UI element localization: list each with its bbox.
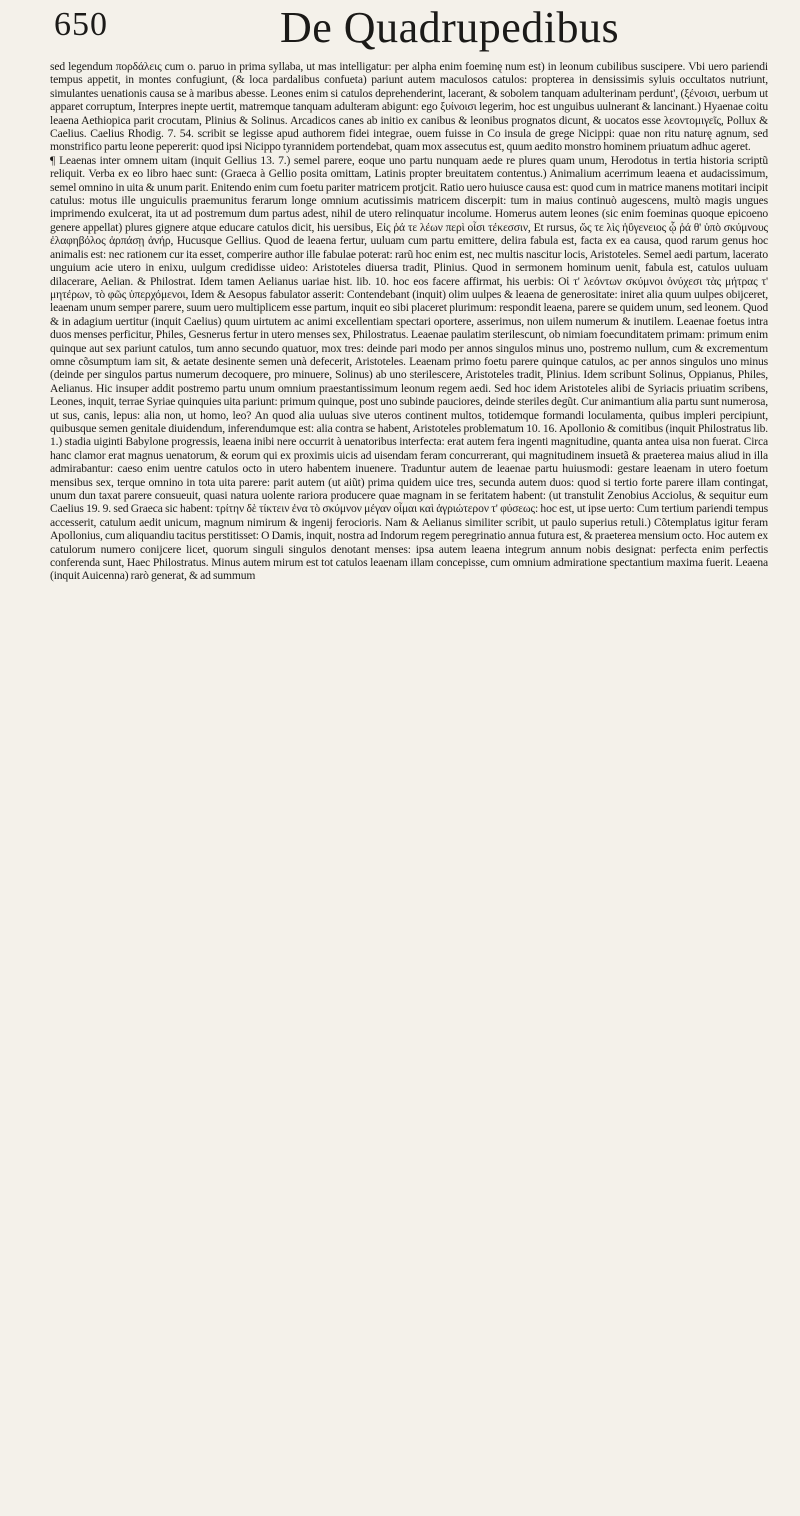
paragraph-1: sed legendum πορδάλεις cum o. paruo in prima syllaba, ut mas intelligatur: per alpha enim foeminę num est) in leonum cubilibus suscipere. Vbi uero pariendi tempus appetit, in montes confugiunt, (& loca pardalibus confueta) pariunt autem maculosos catulos: propterea in densissimis syluis occultatos nutriunt, simulantes uenationis causa se à maribus abesse. Leones enim si catulos deprehenderint, lacerant, & sobolem tanquam adulterinam perdunt', (ξένοισι, uerbum ut apparet corruptum, Interpres inepte uertit, matremque tanquam adulteram abigunt: ego ξυίνοισι legerim, hoc est unguibus uulnerant & lancinant.) Hyaenae coitu leaena Aethiopica parit crocutam, Plinius & Solinus. Arcadicos canes ab initio ex canibus & leonibus prognatos dicunt, & uocatos esse λεοντομιγεῖς, Pollux & Caelius. Caelius Rhodig. 7. 54. scribit se legisse apud authorem fidei integrae, ouem fuisse in Co insula de grege Nicippi: quae non ritu naturę agnum, sed monstrifico partu leone pepererit: quod ipsi Nicippo tyrannidem portendebat, quam mox assecutus est, quum aedito monstro hominem priuatum adhuc ageret. (50, 60, 768, 154)
paragraph-mark: ¶ (50, 153, 56, 167)
body-text (50, 60, 768, 1500)
paragraph-2-text: Leaenas inter omnem uitam (inquit Gellius 13. 7.) semel parere, eoque uno partu nunquam aede re plures quam unum, Herodotus in tertia historia scriptũ reliquit. Verba ex eo libro haec sunt: (Graeca à Gellio posita omittam, Latinis propter breuitatem contentus.) Animalium acerrimum leaena et audacissimum, semel omnino in uita & unum parit. Enitendo enim cum foetu pariter matricem protjcit. Ratio uero huiusce causa est: quod cum in matrice manens motitari incipit catulus: motus ille unguiculis praemunitus ferarum longe omnium acutissimis matricem discerpit: tum in maius continuò augescens, multò magis ungues imprimendo exulcerat, ita ut ad postremum dum partus adest, nihil de utero relinquatur incolume. Homerus autem leones (sic enim foeminas quoque epicoeno genere appellat) plures gignere atque educare catulos dicit, his uersibus, Εἰς ῥά τε λέων περὶ οἷσι τέκεσσιν, Et rursus, ὥς τε λὶς ἠΰγενειος ᾧ ῥά θ' ὑπὸ σκύμνους ἐλαφηβόλος ἁρπάσῃ ἀνήρ, Hucusque Gellius. Quod de leaena fertur, uuluam cum partu emittere, delira fabula est, facta ex ea causa, quod rarum genus hoc animalis est: nec rationem cur ita esset, comperire author ille fabulae poterat: rarũ hoc enim est, nec multis nascitur locis, Aristoteles. Semel aedi partum, lacerato unguium acie utero in enixu, uulgum credidisse uideo: Aristoteles diuersa tradit, Plinius. Quod in sermonem hominum uenit, fabula est, catulos uuluam dilacerare, Aelian. & Philostrat. Idem tamen Aelianus uariae hist. lib. 10. hoc eos facere affirmat, his uerbis: Οἱ τ' λεόντων σκύμνοι ὀνύχεσι τὰς μήτρας τ' μητέρων, τὸ φῶς ὑπερχόμενοι, Idem & Aesopus fabulator asserit: Contendebant (inquit) olim uulpes & leaena de generositate: iniret alia quum uulpes obijceret, leaenam unum semper parere, suum uero multiplicem esse partum, inquit eo sibi placeret plurimum: respondit leaena, parere se quidem unum, sed leonem. Quod & in adagium uertitur (inquit Caelius) quum uirtutem ac animi excellentiam spectari oportere, asserimus, non uilem numerum & inutilem. Leaenae foetus intra duos menses perficitur, Philes, Gesnerus fertur in utero menses sex, Philostratus. Leaenae paulatim sterilescunt, ob nimiam foecunditatem primam: primum enim quinque aut sex pariunt catulos, tum anno secundo quatuor, mox tres: deinde pari modo per annos singulos minus uno, postremo nullum, cum & excrementum omne cõsumptum iam sit, & aetate desinente semen unà defecerit, Aristoteles. Leaenam primo foetu parere quinque catulos, ac per annos singulos uno minus (deinde per singulos partus numerum decoquere, pro minuere, Solinus) ab uno sterilescere, Aristoteles tradit, Plinius. Idem scribunt Solinus, Oppianus, Philes, Aelianus. Hic insuper addit postremo partu unum omnium praestantissimum leonum regem aedi. Sed hoc idem Aristoteles alibi de Syriacis priuatim scribens, Leones, inquit, terrae Syriae quinquies uita pariunt: primum quinque, post uno subinde pauciores, deinde steriles degũt. Cur animantium alia partu sunt numerosa, ut sus, canis, lepus: alia non, ut homo, leo? An quod alia uuluas sive uteros continent multos, totidemque formandi loculamenta, quibus impleri percipiunt, quibusque semen genitale diuidendum, inferendumque est: alia contra se habent, Aristoteles problematum 10. 16. Apollonio & comitibus (inquit Philostratus lib. 1.) stadia uiginti Babylone progressis, leaena inibi nere occurrit à uenatoribus interfecta: erat autem fera ingenti magnitudine, quanta antea uisa non fuerat. Circa hanc clamor erat magnus uenatorum, & eorum qui ex proximis uicis ad uisendam feram concurrerant, qui magnitudinem insuetã & praeterea maius aliud in illa admirabantur: caeso enim uentre catulos octo in utero habentem inuenere. Traduntur autem de leaenae partu huiusmodi: gestare leaenam in utero foetum mensibus sex, terque omnino in tota uita parere: parit autem (ut aiũt) prima quidem uice tres, secunda autem duos: quod si tertio forte parere illam contingat, unum dun taxat parere consueuit, quasi natura uolente rariora producere quae magnam in se feritatem habent: (ut transtulit Zenobius Acciolus, & sequitur eum Caelius 19. 9. sed Graeca sic habent: τρίτην δὲ τίκτειν ἐνα τὸ σκύμνον μέγαν οἶμαι καὶ ἀγριώτερον τ' φύσεως: hoc est, ut ipse uerto: Cum tertium pariendi tempus accesserit, catulum aedit unicum, magnum nimirum & ingenij ferocioris. Nam & Aelianus similiter scribit, ut paulo superius retuli.) Cõtemplatus igitur feram Apollonius, cum aliquandiu tacitus perstitisset: O Damis, inquit, nostra ad Indorum regem peregrinatio annua futura est, & praeterea mensium octo. Hoc autem ex catulorum numero conijcere licet, quorum singuli singulos denotant menses: ipsa autem leaena integrum annum nobis designat: perfecta enim perfectis conferenda sunt, Haec Philostratus. Minus autem mirum est tot catulos leaenam illam concepisse, cum omnium admiratione spectantium maxima fuerit. Leaena (inquit Auicenna) rarò generat, & ad summum (50, 153, 768, 583)
page-header (50, 0, 768, 60)
page-number: 650 (54, 6, 108, 43)
paragraph-2 (50, 154, 768, 583)
running-head: De Quadrupedibus (280, 3, 620, 52)
